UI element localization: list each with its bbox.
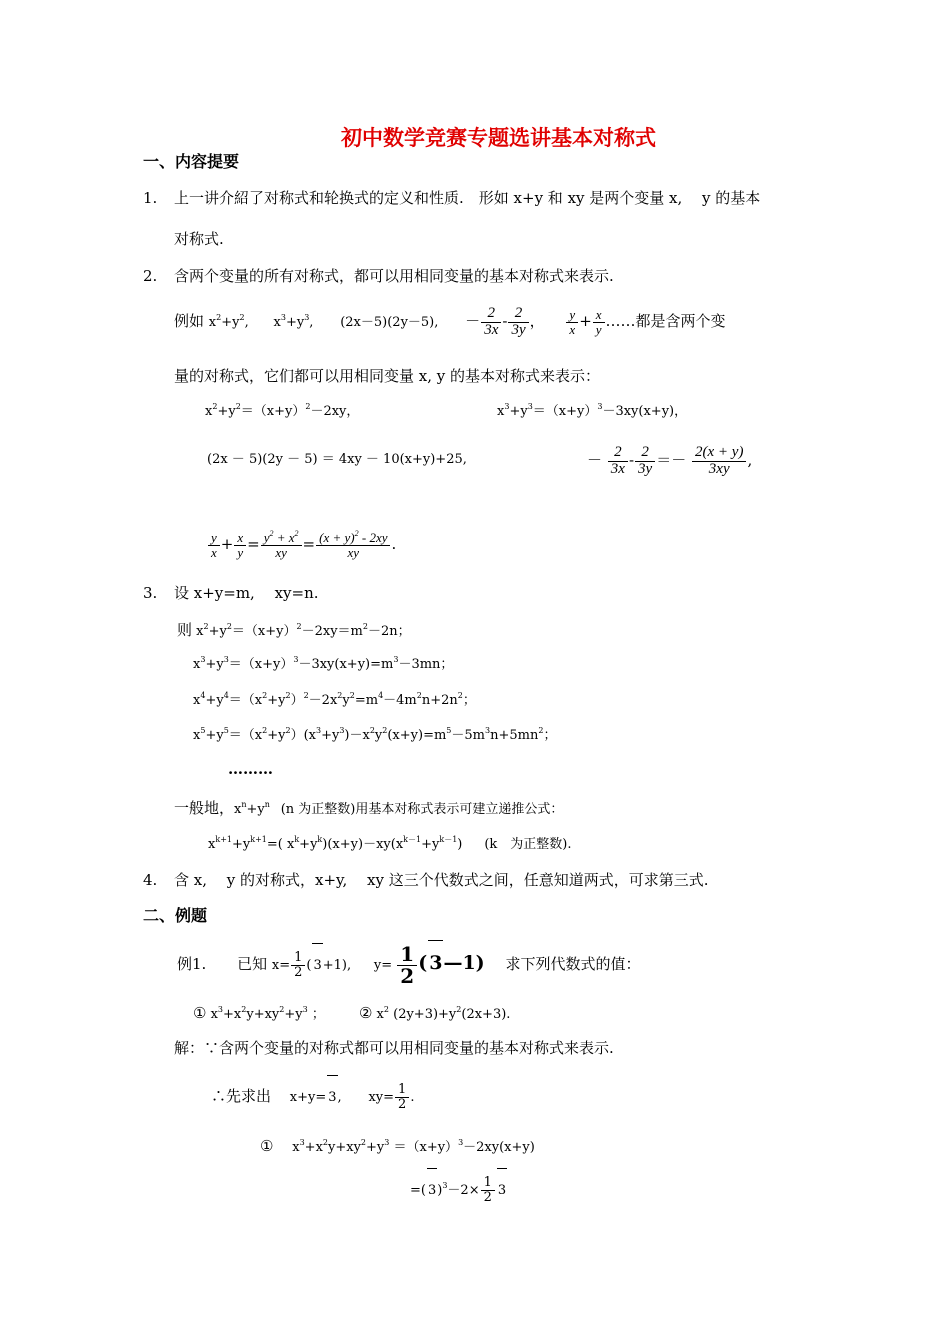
- formula: 则 $x^2+y^2=(x+y)^2-2xy=m^2-2n$；: [177, 621, 411, 639]
- example-1-statement: [177, 940, 641, 988]
- example-suffix: ……都是含两个变: [605, 312, 726, 330]
- item-number: 2.: [143, 267, 158, 285]
- marker: ②: [358, 1004, 373, 1022]
- formula: $x^3+x^2y+xy^2+y^3 =(x+y)^3-2xy(x+y)$: [292, 1138, 535, 1155]
- general-mid: (n 为正整数)用基本对称式表示可建立递推公式：: [280, 802, 564, 817]
- item-number: 3.: [143, 584, 158, 602]
- therefore-line: [211, 1074, 414, 1118]
- general-label: 一般地，: [174, 799, 235, 817]
- formula: － $\frac{2}{3x}$ - $\frac{2}{3y}$ ，: [465, 304, 545, 338]
- example-line: [174, 299, 726, 343]
- formula: $x^2+y^2$,: [208, 313, 249, 330]
- sub-questions: ① $x^3+x^2y+xy^2+y^3$ ； ② $x^2$ $(2y+3)+y^2(2x+3)$.: [193, 1004, 511, 1022]
- item-text-continued: 对称式.: [174, 230, 224, 248]
- section-heading: 一、内容提要: [143, 152, 240, 171]
- page-title: 初中数学竞赛专题选讲基本对称式: [341, 125, 656, 150]
- example-label: 例1.: [177, 955, 207, 973]
- example-prefix: 例如: [174, 312, 205, 330]
- general-formula-intro: [174, 798, 563, 820]
- formula: $x^3+y^3=(x+y)^3-3xy(x+y)=m^3-3mn$；: [193, 655, 454, 672]
- formula: $\frac{y}{x}$ + $\frac{x}{y}$ = $\frac{y^2 + x^2}{xy}$ = $\frac{(x + y)^2 - 2xy}{xy}$ .: [207, 522, 396, 566]
- formula: $x^2+y^2=(x+y)^2-2xy$，: [205, 402, 360, 419]
- marker: ①: [260, 1137, 274, 1155]
- given-label: 已知: [237, 955, 268, 973]
- formula: $x^4+y^4=(x^2+y^2)^2-2x^2y^2=m^4-4m^2n+2n^2$；: [193, 691, 476, 708]
- solution-line: [174, 1038, 614, 1058]
- formula: $x^5+y^5=(x^2+y^2)(x^3+y^3)-x^2y^2(x+y)=m^5-5m^3n+5mn^2$；: [193, 726, 557, 743]
- solution-label: 解：: [174, 1039, 205, 1057]
- marker: ①: [193, 1004, 207, 1022]
- formula: y= $\frac{1}{2}$ ( 3—1): [373, 942, 485, 988]
- item-text: 设 x+y=m, xy=n.: [174, 584, 319, 602]
- formula: － $\frac{2}{3x}$ - $\frac{2}{3y}$ ＝－ $\frac{2(x + y)}{3xy}$ ,: [587, 443, 753, 477]
- item-text-continued: 量的对称式，它们都可以用相同变量 x, y 的基本对称式来表示：: [174, 367, 601, 385]
- item-text: 含 x, y 的对称式，x+y, xy 这三个代数式之间，任意知道两式，可求第三式.: [174, 871, 709, 889]
- formula: x+y= 3,: [290, 1090, 342, 1105]
- item-number: 1.: [143, 189, 158, 207]
- formula: $\frac{y}{x}$ + $\frac{x}{y}$: [565, 312, 605, 330]
- formula: $x^n+y^n$: [234, 800, 270, 817]
- item-text: 含两个变量的所有对称式，都可以用相同变量的基本对称式来表示.: [174, 267, 614, 285]
- step-1: [260, 1136, 535, 1158]
- ellipsis: ………: [228, 760, 273, 778]
- section-heading: 二、例题: [143, 906, 208, 925]
- formula: =( 3)$^3$－2× $\frac{1}{2}$ 3: [410, 1168, 507, 1212]
- ask-label: 求下列代数式的值：: [505, 955, 641, 973]
- formula: xy= $\frac{1}{2}$ .: [368, 1082, 415, 1112]
- recurrence-note: (k 为正整数).: [484, 837, 572, 852]
- formula: (2x－5)(2y－5),: [340, 315, 439, 330]
- formula: $x^3+y^3$,: [273, 313, 314, 330]
- recurrence-formula: $x^{k+1}+y^{k+1}=$( $x^k+y^k)(x+y)-xy(x^{k-1}+y^{k-1})$ (k 为正整数).: [208, 835, 572, 852]
- formula: x= $\frac{1}{2}$ ( 3+1),: [272, 958, 351, 973]
- item-number: 4.: [143, 871, 158, 889]
- solution-text: ∵含两个变量的对称式都可以用相同变量的基本对称式来表示.: [204, 1039, 614, 1057]
- formula: $x^3+y^3=(x+y)^3-3xy(x+y)$，: [497, 402, 688, 419]
- item-text: 上一讲介紹了对称式和轮换式的定义和性质. 形如 x+y 和 xy 是两个变量 x, y 的基本: [174, 189, 761, 207]
- therefore-label: ∴先求出: [211, 1087, 272, 1105]
- formula: (2x － 5)(2y － 5) ＝ 4xy － 10(x+y)+25,: [207, 452, 467, 467]
